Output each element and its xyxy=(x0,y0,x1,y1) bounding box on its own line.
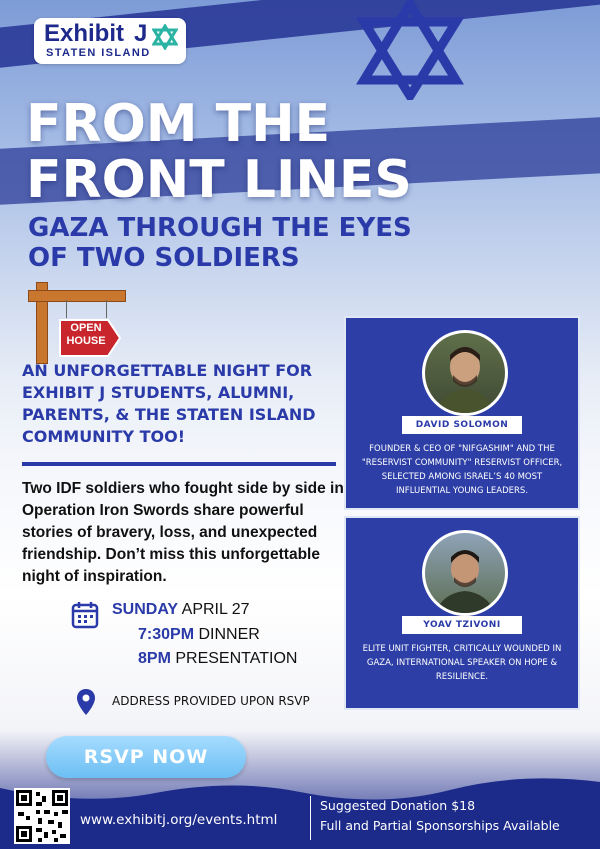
subtitle-line-1: GAZA THROUGH THE EYES xyxy=(28,213,412,243)
suggested-donation: Suggested Donation $18 xyxy=(320,798,476,813)
rsvp-button[interactable]: RSVP NOW xyxy=(46,736,246,778)
sign-text: OPEN HOUSE xyxy=(66,322,106,347)
speaker-photo-yoav xyxy=(422,530,508,616)
event-presentation: 8PM PRESENTATION xyxy=(138,650,298,667)
speaker-photo-david xyxy=(422,330,508,416)
footer-divider xyxy=(310,796,311,840)
speaker-bio-david: FOUNDER & CEO OF "NIFGASHIM" AND THE "RESERVIST COMMUNITY" RESERVIST OFFICER, SELECTED AMONG ISRAEL’S 40 MOST INFLUENTIAL YOUNG LEADERS. xyxy=(361,444,563,496)
speaker-card-david xyxy=(344,316,580,510)
speaker-name-david: DAVID SOLOMON xyxy=(402,416,522,434)
calendar-icon xyxy=(70,600,100,630)
divider xyxy=(22,462,336,466)
events-url-link[interactable]: www.exhibitj.org/events.html xyxy=(80,812,278,828)
event-description: Two IDF soldiers who fought side by side in Operation Iron Swords share powerful stories of bravery, loss, and unexpected friendship. Don’t miss this unforgettable night of inspiration. xyxy=(22,480,344,585)
location-pin-icon xyxy=(76,688,96,716)
sponsorship-note: Full and Partial Sponsorships Available xyxy=(320,818,560,833)
event-dinner: 7:30PM DINNER xyxy=(138,626,260,643)
title-line-2: FRONT LINES xyxy=(26,150,412,210)
logo-star-icon xyxy=(152,24,178,50)
logo-name: Exhibit xyxy=(44,20,125,47)
open-house-sign xyxy=(18,282,124,362)
logo-suffix: J xyxy=(134,20,148,47)
sign-beam xyxy=(28,290,126,302)
speaker-card-yoav xyxy=(344,516,580,710)
exhibit-j-logo xyxy=(34,18,186,64)
event-address: ADDRESS PROVIDED UPON RSVP xyxy=(112,694,310,708)
speaker-bio-yoav: ELITE UNIT FIGHTER, CRITICALLY WOUNDED IN GAZA, INTERNATIONAL SPEAKER ON HOPE & RESILIENCE. xyxy=(362,644,562,682)
title-line-1: FROM THE xyxy=(26,94,331,154)
logo-location: STATEN ISLAND xyxy=(46,47,151,59)
qr-code-icon[interactable] xyxy=(14,788,70,844)
event-date: SUNDAY APRIL 27 xyxy=(112,601,250,618)
speaker-name-yoav: YOAV TZIVONI xyxy=(402,616,522,634)
star-of-david-icon xyxy=(350,0,470,100)
tagline: AN UNFORGETTABLE NIGHT FOR EXHIBIT J STUDENTS, ALUMNI, PARENTS, & THE STATEN ISLAND COMMUNITY TOO! xyxy=(22,361,316,446)
subtitle-line-2: OF TWO SOLDIERS xyxy=(28,243,300,273)
